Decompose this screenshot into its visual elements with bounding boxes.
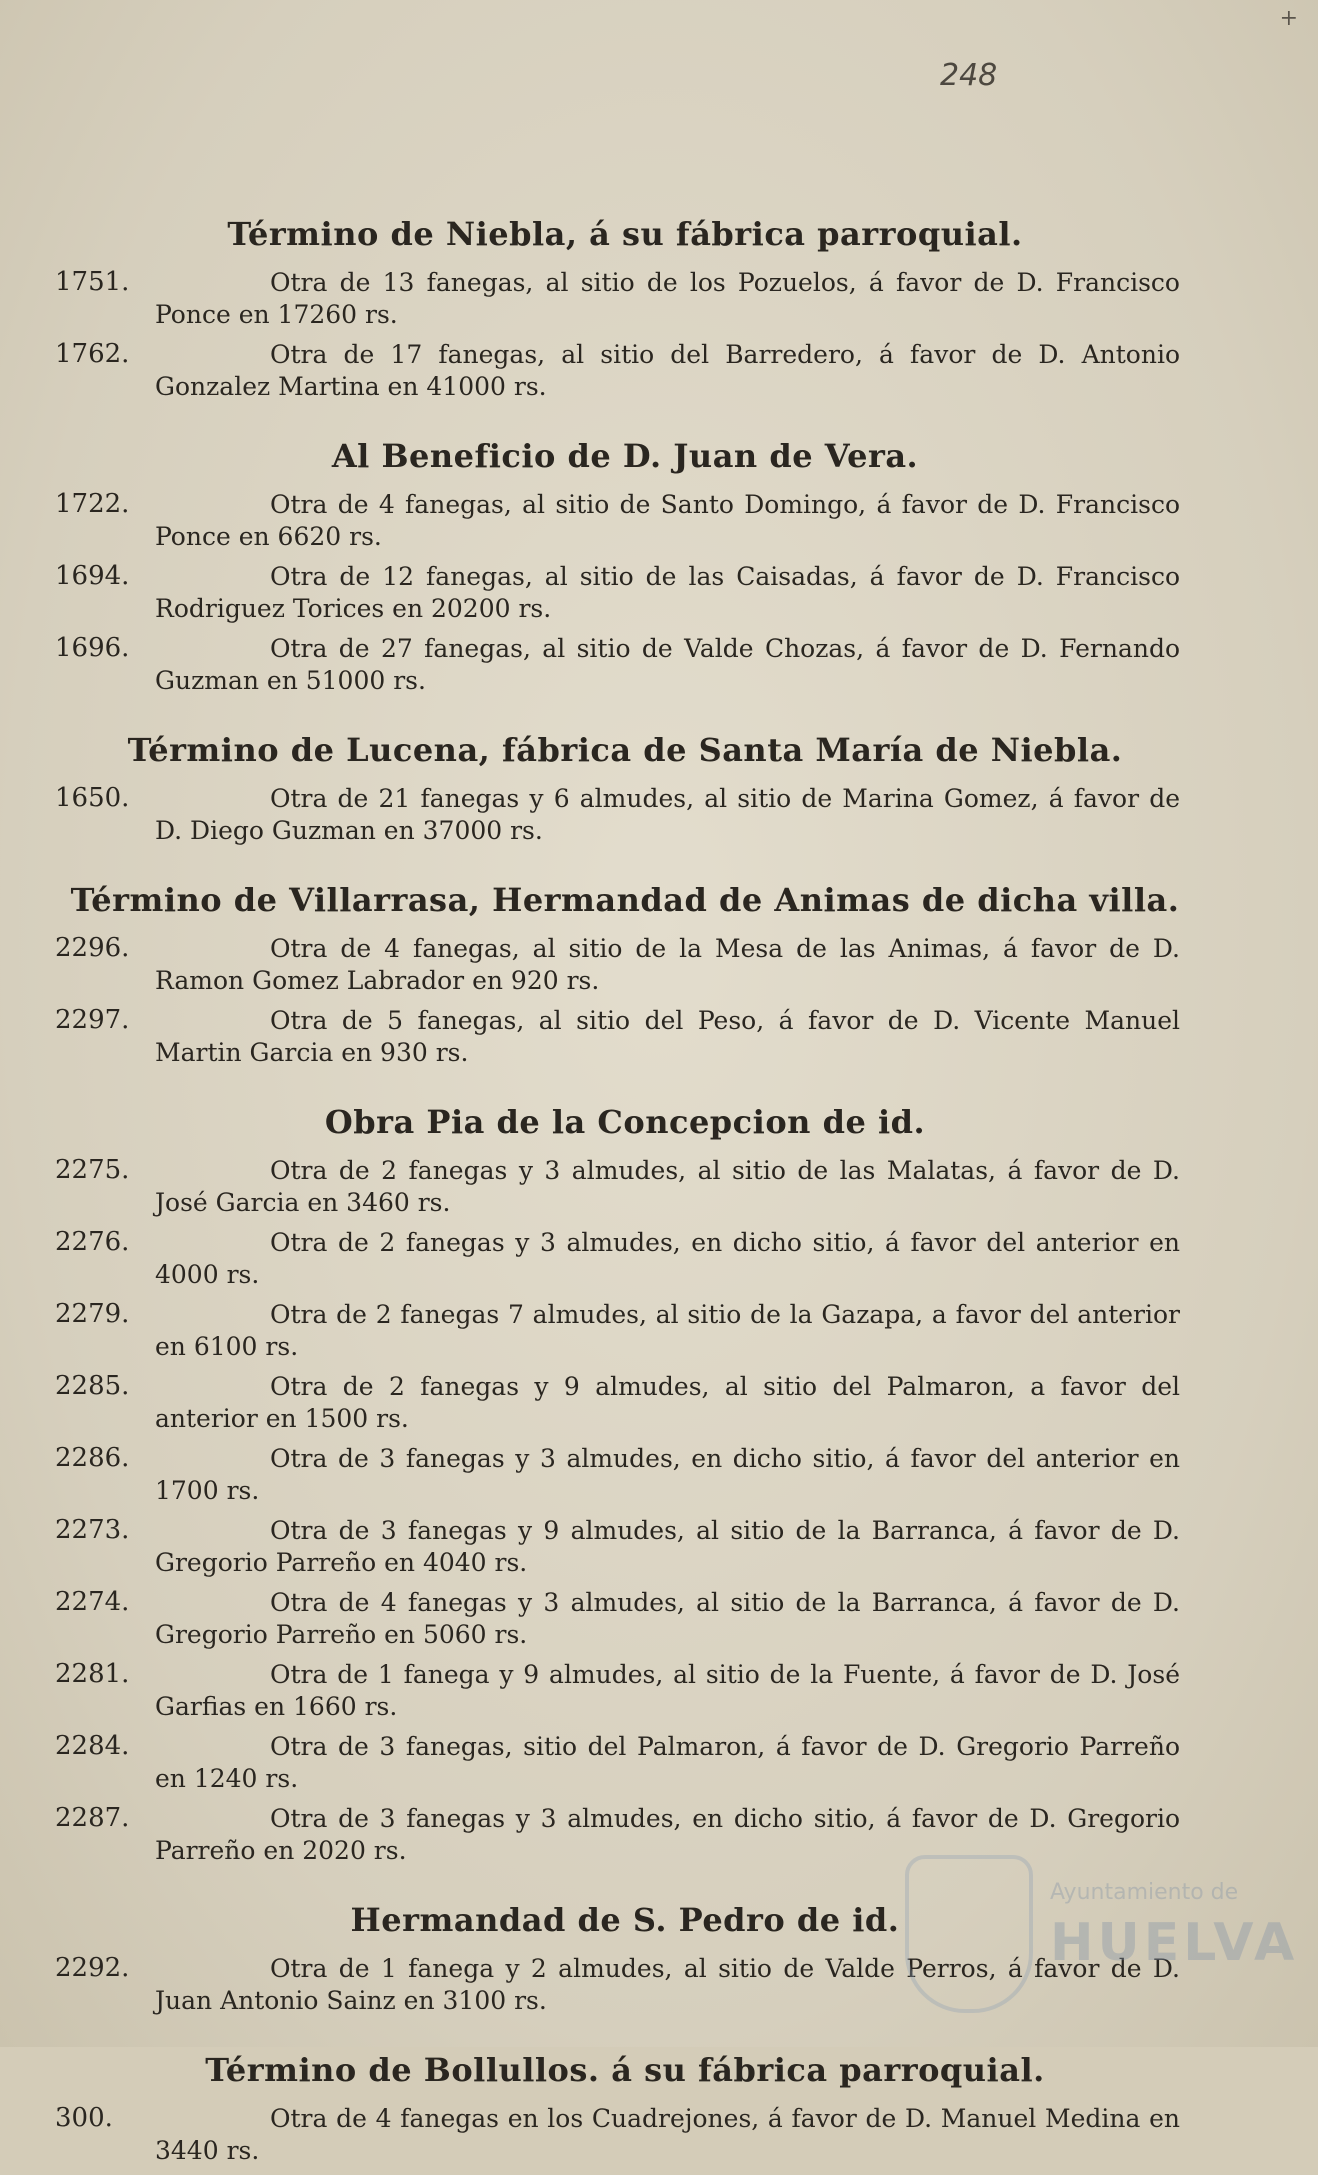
section [55, 1103, 1180, 1867]
entry-text: Otra de 1 fanega y 9 almudes, al sitio de la Fuente, á favor de D. José Garfias en 1660 rs. [155, 1660, 1180, 1721]
entry-text: Otra de 21 fanegas y 6 almudes, al sitio de Marina Gomez, á favor de D. Diego Guzman en 37000 rs. [155, 784, 1180, 845]
entry-text: Otra de 3 fanegas, sitio del Palmaron, á favor de D. Gregorio Parreño en 1240 rs. [155, 1732, 1180, 1793]
entry [55, 2103, 1180, 2167]
entry-number: 2286. [55, 1443, 130, 1473]
entry-number: 2287. [55, 1803, 130, 1833]
entry-number: 2292. [55, 1953, 130, 1983]
section [55, 881, 1180, 1069]
entry-text: Otra de 3 fanegas y 3 almudes, en dicho sitio, á favor de D. Gregorio Parreño en 2020 rs. [155, 1804, 1180, 1865]
entry-number: 2276. [55, 1227, 130, 1257]
entry-text: Otra de 2 fanegas y 9 almudes, al sitio del Palmaron, a favor del anterior en 1500 rs. [155, 1372, 1180, 1433]
entry-text: Otra de 2 fanegas y 3 almudes, al sitio de las Malatas, á favor de D. José Garcia en 3460 rs. [155, 1156, 1180, 1217]
entry [55, 1515, 1180, 1579]
entry [55, 267, 1180, 331]
entry-number: 1696. [55, 633, 130, 663]
entry [55, 561, 1180, 625]
entry [55, 1731, 1180, 1795]
entry-number: 1762. [55, 339, 130, 369]
folio-number: 248 [940, 58, 998, 93]
entry [55, 933, 1180, 997]
entry-number: 2273. [55, 1515, 130, 1545]
entry-text: Otra de 2 fanegas 7 almudes, al sitio de la Gazapa, a favor del anterior en 6100 rs. [155, 1300, 1180, 1361]
entry [55, 339, 1180, 403]
entry [55, 783, 1180, 847]
entry-text: Otra de 4 fanegas y 3 almudes, al sitio de la Barranca, á favor de D. Gregorio Parreño en 5060 rs. [155, 1588, 1180, 1649]
coat-of-arms-icon [905, 1855, 1033, 2013]
entry [55, 633, 1180, 697]
entry-text: Otra de 4 fanegas, al sitio de Santo Domingo, á favor de D. Francisco Ponce en 6620 rs. [155, 490, 1180, 551]
section [55, 437, 1180, 697]
entry-text: Otra de 4 fanegas en los Cuadrejones, á favor de D. Manuel Medina en 3440 rs. [155, 2104, 1180, 2165]
section-heading: Término de Bollullos. á su fábrica parroquial. [205, 2051, 1045, 2089]
entry [55, 1005, 1180, 1069]
entry [55, 1443, 1180, 1507]
section-heading: Hermandad de S. Pedro de id. [350, 1901, 900, 1939]
entry [55, 1299, 1180, 1363]
entry [55, 489, 1180, 553]
watermark-line2: HUELVA [1050, 1913, 1299, 1973]
entry-number: 1650. [55, 783, 130, 813]
section-heading: Al Beneficio de D. Juan de Vera. [331, 437, 919, 475]
section [55, 215, 1180, 403]
entry [55, 1587, 1180, 1651]
entry-text: Otra de 2 fanegas y 3 almudes, en dicho sitio, á favor del anterior en 4000 rs. [155, 1228, 1180, 1289]
entry-number: 2285. [55, 1371, 130, 1401]
entry-text: Otra de 12 fanegas, al sitio de las Caisadas, á favor de D. Francisco Rodriguez Torices en 20200 rs. [155, 562, 1180, 623]
entry-number: 2279. [55, 1299, 130, 1329]
entry-text: Otra de 4 fanegas, al sitio de la Mesa de las Animas, á favor de D. Ramon Gomez Labrador en 920 rs. [155, 934, 1180, 995]
entry-number: 1694. [55, 561, 130, 591]
entry [55, 1155, 1180, 1219]
entry-text: Otra de 13 fanegas, al sitio de los Pozuelos, á favor de D. Francisco Ponce en 17260 rs. [155, 268, 1180, 329]
section-heading: Término de Lucena, fábrica de Santa María de Niebla. [127, 731, 1123, 769]
entry [55, 1659, 1180, 1723]
entry-number: 1722. [55, 489, 130, 519]
entry-text: Otra de 5 fanegas, al sitio del Peso, á favor de D. Vicente Manuel Martin Garcia en 930 rs. [155, 1006, 1180, 1067]
entry-text: Otra de 27 fanegas, al sitio de Valde Chozas, á favor de D. Fernando Guzman en 51000 rs. [155, 634, 1180, 695]
section-heading: Término de Villarrasa, Hermandad de Animas de dicha villa. [70, 881, 1180, 919]
entry-number: 300. [55, 2103, 113, 2133]
entry-number: 2275. [55, 1155, 130, 1185]
entry-text: Otra de 17 fanegas, al sitio del Barredero, á favor de D. Antonio Gonzalez Martina en 41000 rs. [155, 340, 1180, 401]
entry-text: Otra de 1 fanega y 2 almudes, al sitio de Valde Perros, á favor de D. Juan Antonio Sainz en 3100 rs. [155, 1954, 1180, 2015]
entry-number: 2284. [55, 1731, 130, 1761]
entry-number: 2296. [55, 933, 130, 963]
entry-text: Otra de 3 fanegas y 3 almudes, en dicho sitio, á favor del anterior en 1700 rs. [155, 1444, 1180, 1505]
section [55, 731, 1180, 847]
entry [55, 1371, 1180, 1435]
section-heading: Término de Niebla, á su fábrica parroquial. [227, 215, 1023, 253]
watermark-line1: Ayuntamiento de [1050, 1880, 1239, 1905]
watermark-logo [905, 1845, 1299, 2015]
entry [55, 1227, 1180, 1291]
section [55, 2051, 1180, 2167]
entry-number: 2274. [55, 1587, 130, 1617]
entry-number: 2281. [55, 1659, 130, 1689]
entry-number: 1751. [55, 267, 130, 297]
section-heading: Obra Pia de la Concepcion de id. [324, 1103, 926, 1141]
entry-text: Otra de 3 fanegas y 9 almudes, al sitio de la Barranca, á favor de D. Gregorio Parreño en 4040 rs. [155, 1516, 1180, 1577]
entry-number: 2297. [55, 1005, 130, 1035]
corner-mark: + [1279, 6, 1298, 31]
